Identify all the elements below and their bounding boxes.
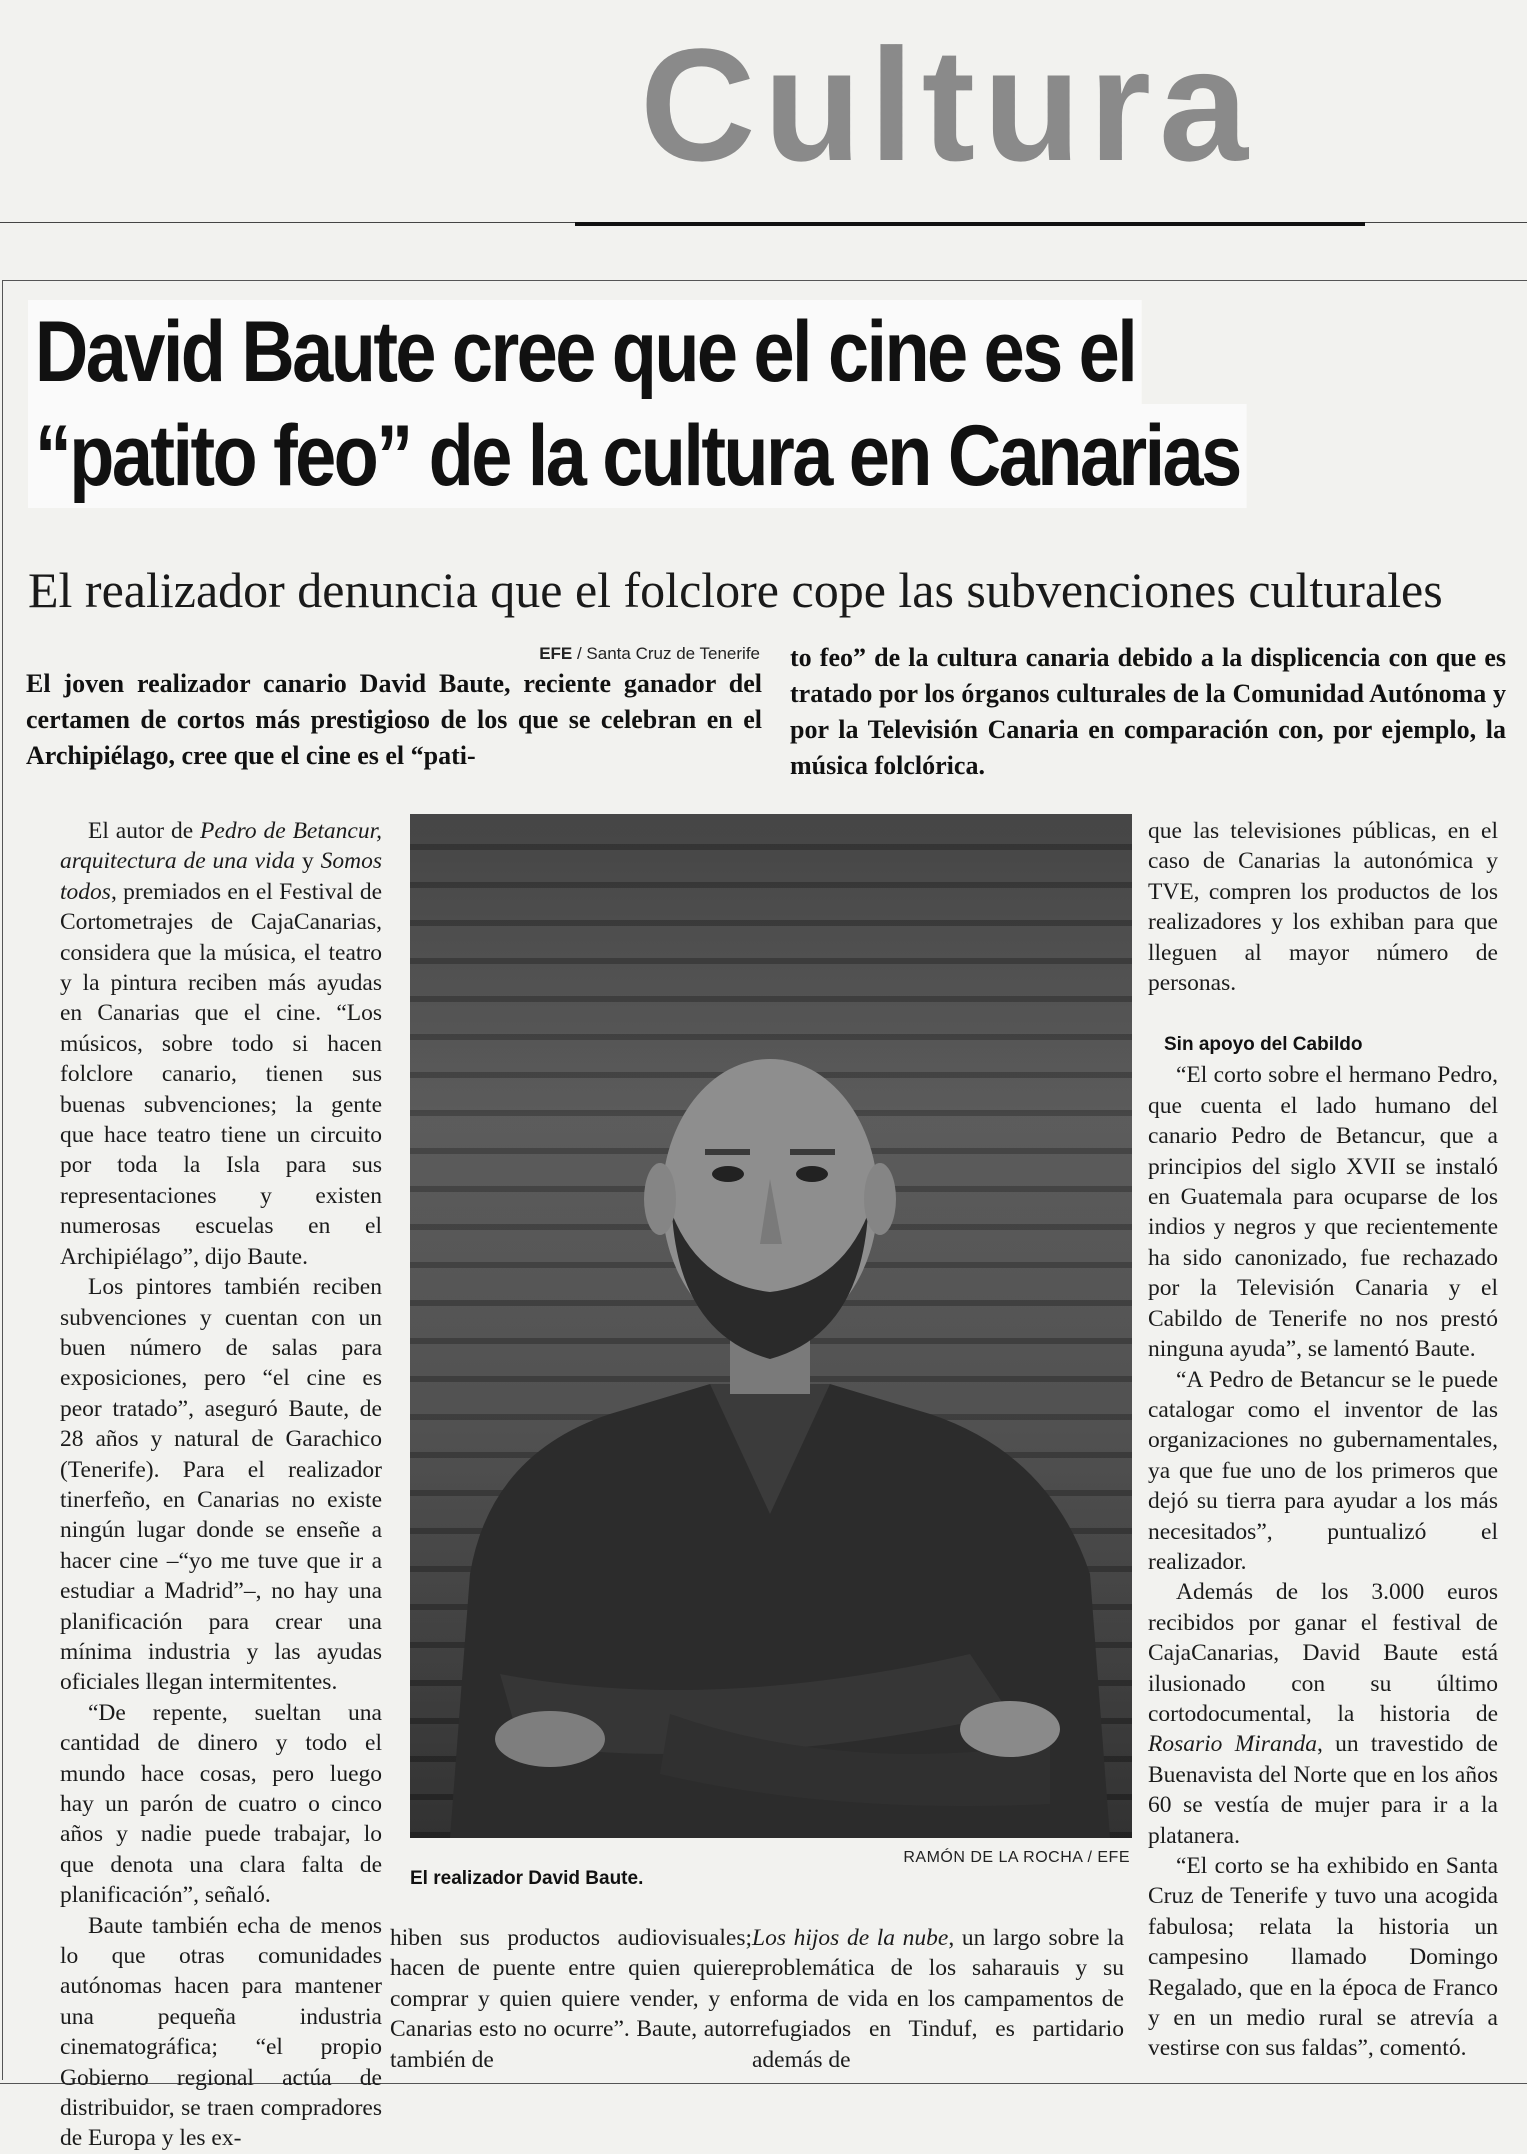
headline-line-2: “patito feo” de la cultura en Canarias [28, 404, 1247, 508]
subhead: Sin apoyo del Cabildo [1164, 1034, 1363, 1056]
photo-caption: El realizador David Baute. [410, 1868, 644, 1889]
paragraph: El autor de Pedro de Betancur, arquitectura de una vida y Somos todos, premiados en el Festival de Cortometrajes de CajaCanarias, considera que la música, el teatro y la pintura reciben más ayudas en Canarias que el cine. “Los músicos, sobre todo si hacen folclore canario, tienen sus buenas subvenciones; la gente que hace teatro tiene un circuito por toda la Isla para sus representaciones y existen numerosas escuelas en el Archipiélago”, dijo Baute. [60, 818, 382, 1270]
article-frame-top [2, 280, 1527, 281]
portrait-figure [410, 814, 1132, 1838]
body-column-1 [60, 816, 382, 2154]
paragraph: “A Pedro de Betancur se le puede catalogar como el inventor de las organizaciones no gubernamentales, ya que fue uno de los primeros que dejó su tierra para ayudar a los más necesitados”, puntualizó el realizador. [1148, 1366, 1498, 1575]
headline-line-1: David Baute cree que el cine es el [28, 300, 1142, 404]
paragraph: que las televisiones públicas, en el caso de Canarias la autonómica y TVE, compren los productos de los realizadores y los exhiban para que lleguen al mayor número de personas. [1148, 818, 1498, 997]
body-column-2b [752, 1923, 1124, 2075]
byline-agency: EFE [539, 644, 573, 663]
paragraph: Baute también echa de menos lo que otras comunidades autónomas hacen para mantener una pequeña industria cinematográfica; “el propio Gobierno regional actúa de distribuidor, se traen compradores de Europa y les ex- [60, 1912, 382, 2152]
lead-right: to feo” de la cultura canaria debido a la displicencia con que es tratado por los órganos culturales de la Comunidad Autónoma y por la Televisión Canaria en comparación con, por ejemplo, la música folclórica. [790, 643, 1506, 780]
headline [28, 300, 1292, 508]
paragraph: Los hijos de la nube, un largo sobre la problemática de los saharauis y su forma de vida en los campamentos de refugiados en Tinduf, es partidario además de [752, 1925, 1124, 2073]
body-column-2a [390, 1923, 752, 2075]
portrait-photo [410, 814, 1132, 1838]
deck-subtitle: El realizador denuncia que el folclore cope las subvenciones culturales [28, 562, 1443, 618]
byline [490, 644, 760, 664]
paragraph: hiben sus productos audiovisuales; hacen de puente entre quien quiere comprar y quien quiere vender, y en Canarias esto no ocurre”. Baute, autor también de [390, 1925, 752, 2073]
article-frame-left [2, 280, 3, 2080]
paragraph: Además de los 3.000 euros recibidos por ganar el festival de CajaCanarias, David Baute está ilusionado con su último cortodocumental, la historia de Rosario Miranda, un travestido de Buenavista del Norte que en los años 60 se vestía de mujer para ir a la platanera. [1148, 1579, 1498, 1849]
body-column-3 [1148, 816, 1498, 2064]
paragraph: “El corto se ha exhibido en Santa Cruz de Tenerife y tuvo una acogida fabulosa; relata la historia un campesino llamado Domingo Regalado, que en la época de Franco y en un medio rural se atrevía a vestirse con sus faldas”, comentó. [1148, 1853, 1498, 2062]
photo-credit: RAMÓN DE LA ROCHA / EFE [903, 1849, 1130, 1866]
paragraph: “El corto sobre el hermano Pedro, que cuenta el lado humano del canario Pedro de Betancur, que a principios del siglo XVII se instaló en Guatemala para ocuparse de los indios y negros y que recientemente ha sido canonizado, fue rechazado por la Televisión Canaria y el Cabildo de Tenerife no nos prestó ninguna ayuda”, se lamentó Baute. [1148, 1062, 1498, 1363]
section-title: Cultura [640, 10, 1340, 200]
lead-left: El joven realizador canario David Baute, reciente ganador del certamen de cortos más prestigioso de los que se celebran en el Archipiélago, cree que el cine es el “pati- [26, 669, 762, 770]
paragraph: “De repente, sueltan una cantidad de dinero y todo el mundo hace cosas, pero luego hay un parón de cuatro o cinco años y nadie puede trabajar, lo que denota una clara falta de planificación”, señaló. [60, 1699, 382, 1909]
byline-location: / Santa Cruz de Tenerife [576, 644, 760, 663]
header-thick-rule [575, 222, 1365, 226]
paragraph: Los pintores también reciben subvenciones y cuentan con un buen número de salas para exposiciones, pero “el cine es peor tratado”, aseguró Baute, de 28 años y natural de Garachico (Tenerife). Para el realizador tinerfeño, en Canarias no existe ningún lugar donde se enseñe a hacer cine –“yo me tuve que ir a estudiar a Madrid”–, no hay una planificación para crear una mínima industria y las ayudas oficiales llegan intermitentes. [60, 1274, 382, 1696]
